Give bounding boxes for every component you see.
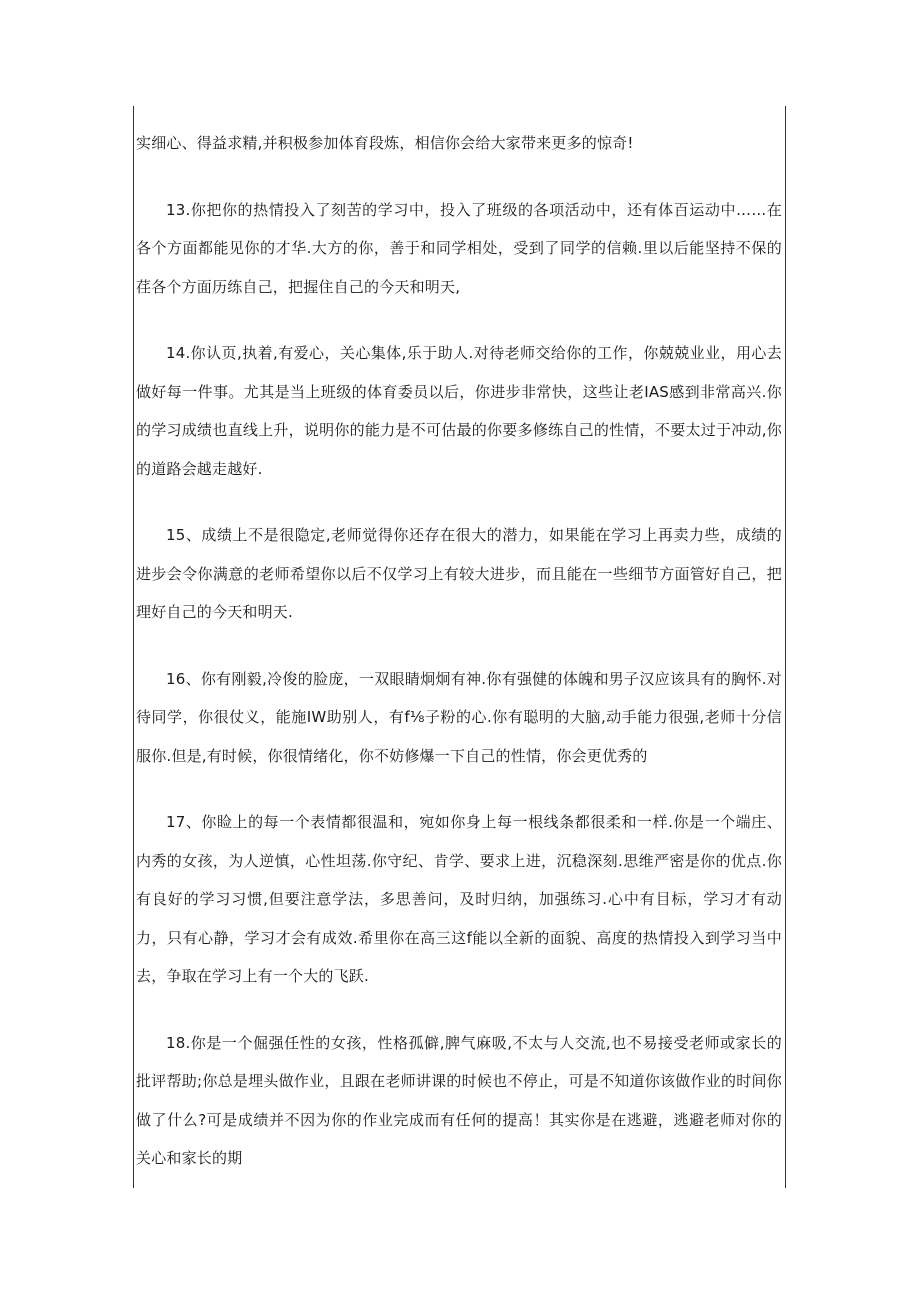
paragraph-16: 16、你有刚毅,冷俊的脸庞，一双眼睛炯炯有神.你有强健的体魄和男子汉应该具有的胸怀.对待同学，你很仗义，能施IW助别人，有f⅛子粉的心.你有聪明的大脑,动手能力很强,老师十分信服你.但是,有时候，你很情绪化，你不妨修爆一下自己的性情，你会更优秀的 <box>136 669 782 765</box>
right-border-line <box>785 106 786 1188</box>
paragraph-17: 17、你睑上的每一个表情都很温和，宛如你身上每一根线条都很柔和一样.你是一个端庄、内秀的女孩，为人逆慎，心性坦荡.你守纪、肯学、要求上进，沉稳深刻.思维严密是你的优点.你有良好的学习习惯,但要注意学法，多思善问，及时归纳，加强练习.心中有目标，学习才有动力，只有心静，学习才会有成效.希里你在高三这f能以全新的面貌、高度的热情投入到学习当中去，争取在学习上有一个大的飞跃. <box>136 813 782 985</box>
left-border-line <box>133 106 134 1188</box>
paragraph-14: 14.你认页,执着,有爱心，关心集体,乐于助人.对待老师交给你的工作，你兢兢业业，用心去做好每一件事。尤其是当上班级的体育委员以后，你进步非常快，这些让老IAS感到非常高兴.你的学习成绩也直线上升，说明你的能力是不可估最的你要多修练自己的性情，不要太过于冲动,你的道路会越走越好. <box>136 344 782 478</box>
paragraph-13: 13.你把你的热情投入了刻苦的学习中，投入了班级的各项活动中，还有体百运动中……在各个方面都能见你的才华.大方的你，善于和同学相处，受到了同学的信赖.里以后能坚持不保的荏各个方面历练自己，把握住自己的今天和明天, <box>136 200 782 296</box>
document-body <box>136 124 782 1206</box>
paragraph-15: 15、成绩上不是很隐定,老师觉得你还存在很大的潜力，如果能在学习上再卖力些，成绩的进步会令你满意的老师希望你以后不仅学习上有较大进步，而且能在一些细节方面管好自己，把理好自己的今天和明天. <box>136 526 782 621</box>
paragraph-continuation: 实细心、得益求精,并积极参加体育段炼，相信你会给大家带来更多的惊奇! <box>136 134 634 152</box>
paragraph-18: 18.你是一个倔强任性的女孩，性格孤僻,脾气麻吸,不太与人交流,也不易接受老师或家长的批评帮助;你总是埋头做作业，且跟在老师讲课的时候也不停止，可是不知道你该做作业的时间你做了什么?可是成绩并不因为你的作业完成而有任何的提高！其实你是在逃避，逃避老师对你的关心和家长的期 <box>136 1033 782 1167</box>
